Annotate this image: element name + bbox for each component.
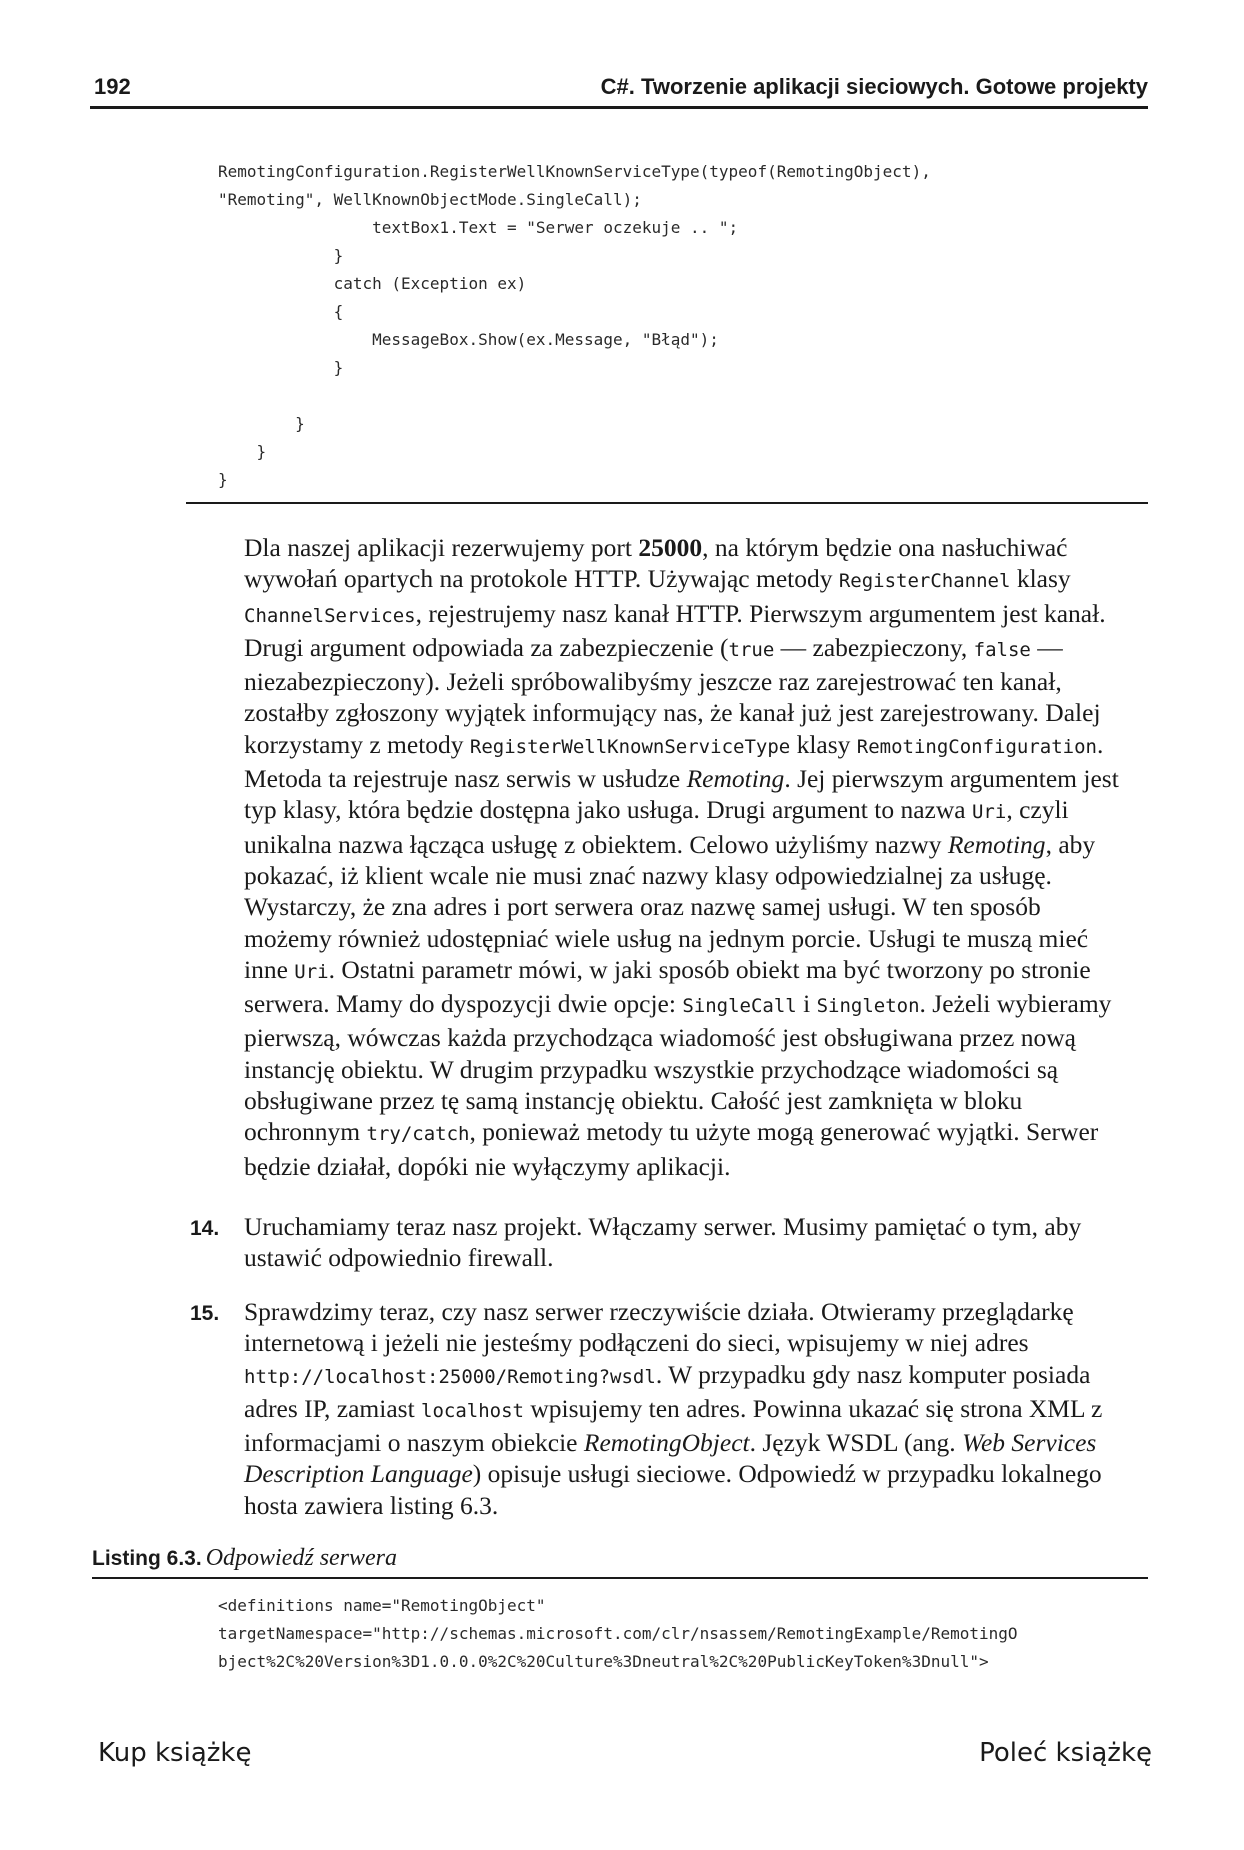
explanation-paragraph: Dla naszej aplikacji rezerwujemy port 25000, na którym będzie ona nasłuchiwać wywołań opartych na protokole HTTP. Używając metody RegisterChannel klasy ChannelServices, rejestrujemy nasz kanał HTTP. Pierwszym argumentem jest kanał. Drugi argument odpowiada za zabezpieczenie (true — zabezpieczony, false — niezabezpieczony). Jeżeli spróbowalibyśmy jeszcze raz zarejestrować ten kanał, zostałby zgłoszony wyjątek informujący nas, że kanał już jest zarejestrowany. Dalej korzystamy z metody RegisterWellKnownServiceType klasy RemotingConfiguration. Metoda ta rejestruje nasz serwis w usłudze Remoting. Jej pierwszym argumentem jest typ klasy, która będzie dostępna jako usługa. Drugi argument to nazwa Uri, czyli unikalna nazwa łącząca usługę z obiektem. Celowo użyliśmy nazwy Remoting, aby pokazać, iż klient wcale nie musi znać nazwy klasy odpowiedzialnej za usługę. Wystarczy, że zna adres i port serwera oraz nazwę samej usługi. W ten sposób możemy również udostępniać wiele usług na jednym porcie. Usługi te muszą mieć inne Uri. Ostatni parametr mówi, w jaki sposób obiekt ma być tworzony po stronie serwera. Mamy do dyspozycji dwie opcje: SingleCall i Singleton. Jeżeli wybieramy pierwszą, wówczas każda przychodząca wiadomość jest obsługiwana przez nową instancję obiektu. W drugim przypadku wszystkie przychodzące wiadomości są obsługiwane przez tę samą instancję obiektu. Całość jest zamknięta w bloku ochronnym try/catch, ponieważ metody tu użyte mogą generować wyjątki. Serwer będzie działał, dopóki nie wyłączymy aplikacji. <box>244 533 1119 1181</box>
code-block-divider <box>186 502 1148 504</box>
list-item-number: 14. <box>190 1217 220 1240</box>
listing-label: Listing 6.3. <box>92 1547 202 1570</box>
listing-caption <box>92 1545 1148 1579</box>
page-header <box>90 70 1148 109</box>
code-block-listing: <definitions name="RemotingObject" targetNamespace="http://schemas.microsoft.com/clr/nsassem/RemotingExample/RemotingO bject%2C%20Version%3D1.0.0.0%2C%20Culture%3Dneutral%2C%20PublicKeyToken%3Dnull"> <box>218 1596 1018 1671</box>
list-item-number: 15. <box>190 1302 220 1325</box>
recommend-book-link[interactable]: Poleć książkę <box>979 1738 1152 1768</box>
list-item-text: Uruchamiamy teraz nasz projekt. Włączamy serwer. Musimy pamiętać o tym, aby ustawić odpowiednio firewall. <box>244 1212 1082 1273</box>
listing-title: Odpowiedź serwera <box>205 1545 398 1571</box>
book-title: C#. Tworzenie aplikacji sieciowych. Gotowe projekty <box>600 74 1148 99</box>
list-item-text: Sprawdzimy teraz, czy nasz serwer rzeczywiście działa. Otwieramy przeglądarkę internetową i jeżeli nie jesteśmy podłączeni do sieci, wpisujemy w niej adres http://localhost:25000/Remoting?wsdl. W przypadku gdy nasz komputer posiada adres IP, zamiast localhost wpisujemy ten adres. Powinna ukazać się strona XML z informacjami o naszym obiekcie RemotingObject. Język WSDL (ang. Web Services Description Language) opisuje usługi sieciowe. Odpowiedź w przypadku lokalnego hosta zawiera listing 6.3. <box>244 1297 1103 1520</box>
code-block-top: RemotingConfiguration.RegisterWellKnownServiceType(typeof(RemotingObject), "Remoting", WellKnownObjectMode.SingleCall); textBox1.Text = "Serwer oczekuje .. "; } catch (Exception ex) { MessageBox.Show(ex.Message, "Błąd"); } } } } <box>218 162 931 489</box>
buy-book-link[interactable]: Kup książkę <box>98 1738 252 1768</box>
page-number: 192 <box>94 74 131 99</box>
